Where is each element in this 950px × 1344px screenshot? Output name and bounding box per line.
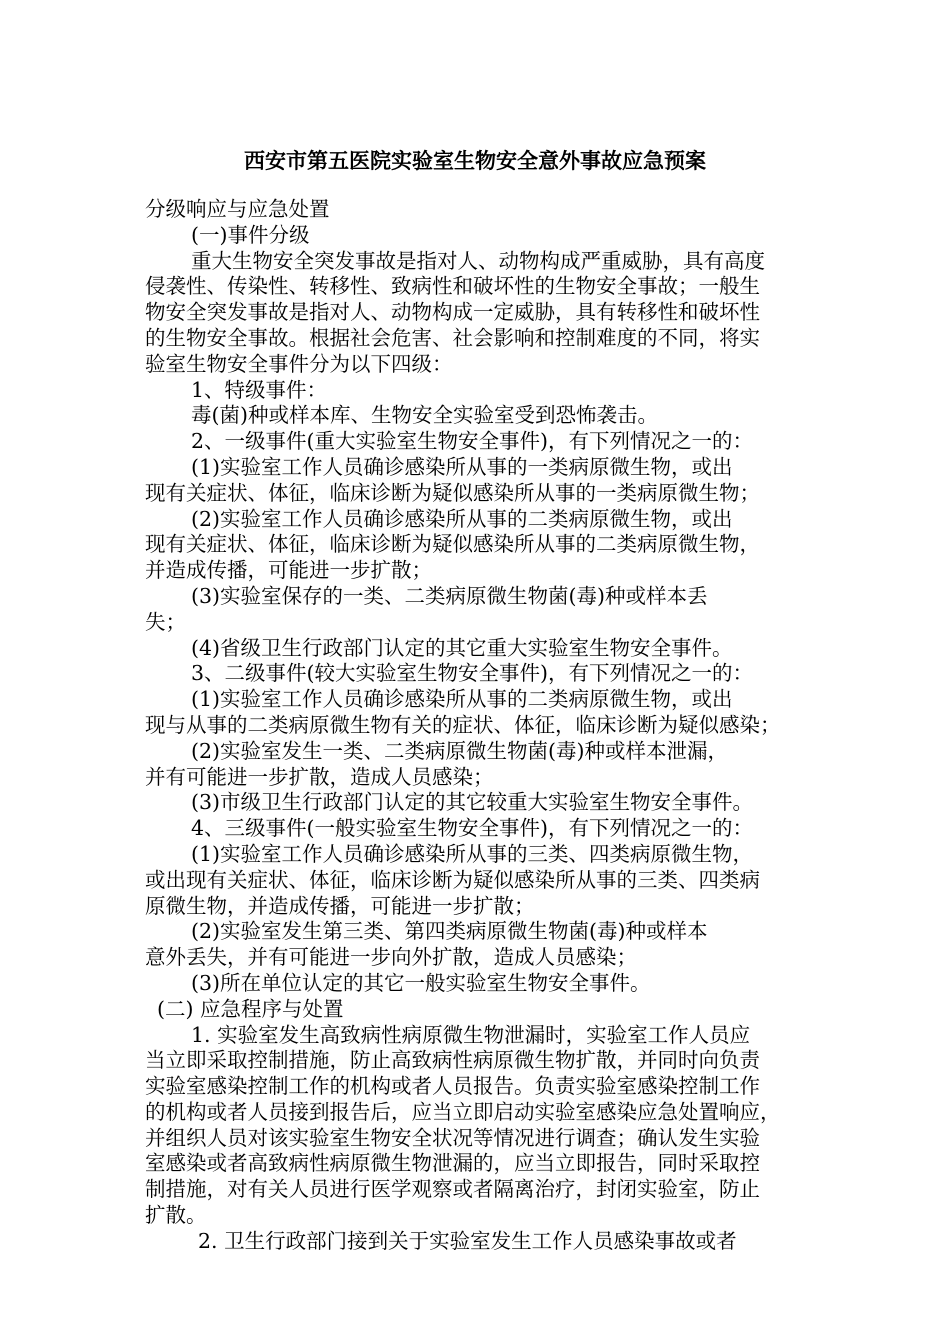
text-line: (3)市级卫生行政部门认定的其它较重大实验室生物安全事件。	[191, 790, 754, 815]
text-line: 重大生物安全突发事故是指对人、动物构成严重威胁，具有高度	[191, 248, 765, 273]
text-line: 2、一级事件(重大实验室生物安全事件)，有下列情况之一的：	[191, 429, 754, 454]
text-line: 室感染或者高致病性病原微生物泄漏的，应当立即报告，同时采取控	[145, 1151, 760, 1176]
text-line: 的机构或者人员接到报告后，应当立即启动实验室感染应急处置响应，	[145, 1099, 781, 1124]
text-line: 并有可能进一步扩散，造成人员感染；	[145, 764, 494, 789]
text-line: (1)实验室工作人员确诊感染所从事的一类病原微生物，或出	[191, 454, 733, 479]
text-line: 或出现有关症状、体征，临床诊断为疑似感染所从事的三类、四类病	[145, 867, 760, 892]
text-line: 3、二级事件(较大实验室生物安全事件)，有下列情况之一的：	[191, 661, 754, 686]
text-line: 的生物安全事故。根据社会危害、社会影响和控制难度的不同，将实	[145, 325, 760, 350]
text-line: 现有关症状、体征，临床诊断为疑似感染所从事的二类病原微生物，	[145, 532, 760, 557]
text-line: 1、特级事件：	[191, 377, 328, 402]
text-line: 实验室感染控制工作的机构或者人员报告。负责实验室感染控制工作	[145, 1074, 760, 1099]
text-line: 分级响应与应急处置	[145, 197, 330, 221]
text-line: 现与从事的二类病原微生物有关的症状、体征，临床诊断为疑似感染；	[145, 712, 781, 737]
text-line: 并造成传播，可能进一步扩散；	[145, 558, 432, 583]
text-line: 意外丢失，并有可能进一步向外扩散，造成人员感染；	[145, 945, 637, 970]
text-line: (2)实验室工作人员确诊感染所从事的二类病原微生物，或出	[191, 506, 733, 531]
text-line: 失；	[145, 609, 186, 634]
text-line: 1. 实验室发生高致病性病原微生物泄漏时，实验室工作人员应	[191, 1022, 751, 1047]
document-title: 西安市第五医院实验室生物安全意外事故应急预案	[244, 148, 706, 173]
text-line: 当立即采取控制措施，防止高致病性病原微生物扩散，并同时向负责	[145, 1048, 760, 1073]
text-line: (1)实验室工作人员确诊感染所从事的二类病原微生物，或出	[191, 687, 733, 712]
text-line: (二) 应急程序与处置	[157, 996, 344, 1021]
text-line: 2. 卫生行政部门接到关于实验室发生工作人员感染事故或者	[198, 1228, 737, 1253]
text-line: 4、三级事件(一般实验室生物安全事件)，有下列情况之一的：	[191, 816, 754, 841]
text-line: (3)所在单位认定的其它一般实验室生物安全事件。	[191, 970, 651, 995]
text-line: 制措施，对有关人员进行医学观察或者隔离治疗，封闭实验室，防止	[145, 1177, 760, 1202]
text-line: 毒(菌)种或样本库、生物安全实验室受到恐怖袭击。	[191, 403, 658, 428]
document-body	[145, 197, 815, 1255]
text-line: (3)实验室保存的一类、二类病原微生物菌(毒)种或样本丢	[191, 583, 708, 608]
text-line: (2)实验室发生第三类、第四类病原微生物菌(毒)种或样本	[191, 919, 708, 944]
text-line: 物安全突发事故是指对人、动物构成一定威胁，具有转移性和破坏性	[145, 300, 760, 325]
text-line: (1)实验室工作人员确诊感染所从事的三类、四类病原微生物，	[191, 841, 754, 866]
text-line: 现有关症状、体征，临床诊断为疑似感染所从事的一类病原微生物；	[145, 480, 760, 505]
text-line: 验室生物安全事件分为以下四级：	[145, 351, 453, 376]
text-line: 扩散。	[145, 1203, 207, 1228]
text-line: (2)实验室发生一类、二类病原微生物菌(毒)种或样本泄漏，	[191, 738, 729, 763]
text-line: 并组织人员对该实验室生物安全状况等情况进行调查；确认发生实验	[145, 1125, 760, 1150]
text-line: (4)省级卫生行政部门认定的其它重大实验室生物安全事件。	[191, 635, 733, 660]
text-line: 侵袭性、传染性、转移性、致病性和破坏性的生物安全事故；一般生	[145, 274, 760, 299]
text-line: (一)事件分级	[191, 222, 310, 247]
text-line: 原微生物，并造成传播，可能进一步扩散；	[145, 893, 535, 918]
